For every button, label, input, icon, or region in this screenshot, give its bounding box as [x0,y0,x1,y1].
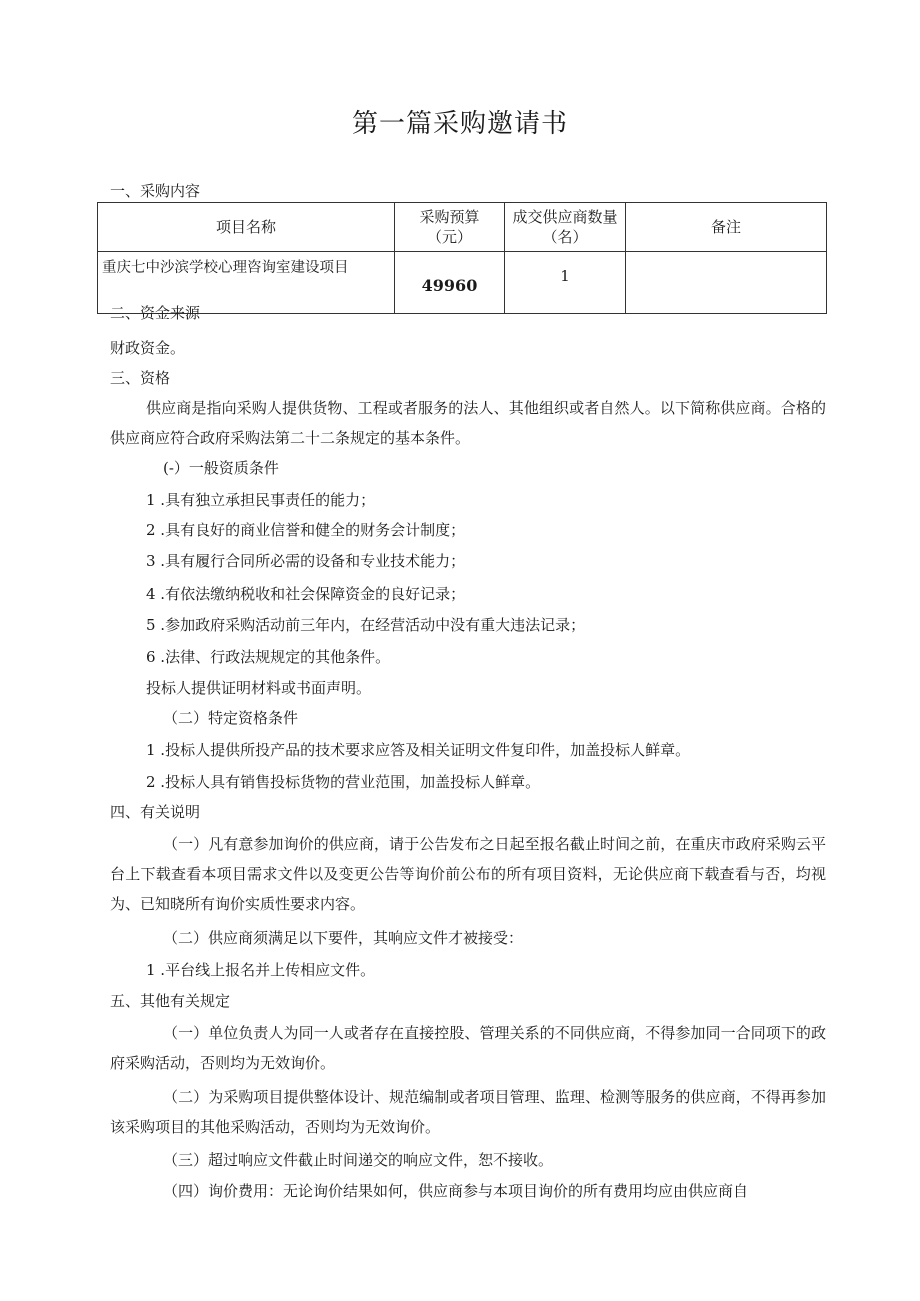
section-heading-funding-source: 二、资金来源 [110,304,201,322]
header-budget [395,203,505,252]
cell-remark [626,252,827,314]
header-budget-line2: （元） [426,228,472,246]
rule-paragraph-3: （三）超过响应文件截止时间递交的响应文件，恕不接收。 [163,1151,554,1169]
proof-statement: 投标人提供证明材料或书面声明。 [146,679,372,697]
list-item: 2 .具有良好的商业信誉和健全的财务会计制度； [146,521,466,539]
section-heading-notes: 四、有关说明 [110,803,201,821]
specific-qualification-title: （二）特定资格条件 [163,709,299,727]
general-qualification-title: (-）一般资质条件 [163,459,279,477]
section-heading-qualification: 三、资格 [110,369,171,387]
header-budget-line1: 采购预算 [419,208,480,226]
header-project-name: 项目名称 [98,203,395,252]
rule-paragraph-2: （二）为采购项目提供整体设计、规范编制或者项目管理、监理、检测等服务的供应商，不得再参加该采购项目的其他采购活动，否则均为无效询价。 [110,1088,826,1136]
list-item: 3 .具有履行合同所必需的设备和专业技术能力； [146,552,466,570]
document-title: 第一篇采购邀请书 [351,109,568,139]
note-paragraph-1: （一）凡有意参加询价的供应商，请于公告发布之日起至报名截止时间之前，在重庆市政府采购云平台上下载查看本项目需求文件以及变更公告等询价前公布的所有项目资料，无论供应商下载查看与否，均视为、已知晓所有询价实质性要求内容。 [110,835,826,913]
header-supplier-count [505,203,626,252]
note-paragraph-2: （二）供应商须满足以下要件，其响应文件才被接受： [163,929,524,947]
cell-supplier-count: 1 [505,252,626,314]
list-item: 4 .有依法缴纳税收和社会保障资金的良好记录； [146,585,466,603]
list-item: 1 .平台线上报名并上传相应文件。 [146,961,376,979]
rule-paragraph-4: （四）询价费用：无论询价结果如何，供应商参与本项目询价的所有费用均应由供应商自 [163,1182,749,1200]
cell-budget: 49960 [395,252,505,314]
section-heading-other-rules: 五、其他有关规定 [110,992,231,1010]
table-row [98,252,827,314]
procurement-table [97,202,827,314]
list-item: 1 .投标人提供所投产品的技术要求应答及相关证明文件复印件，加盖投标人鲜章。 [146,741,691,759]
header-count-line1: 成交供应商数量 [512,208,618,226]
section-heading-procurement-content: 一、采购内容 [110,182,201,200]
qualification-intro: 供应商是指向采购人提供货物、工程或者服务的法人、其他组织或者自然人。以下简称供应商。合格的供应商应符合政府采购法第二十二条规定的基本条件。 [110,399,826,447]
cell-project-name: 重庆七中沙滨学校心理咨询室建设项目 [98,252,395,314]
table-header-row [98,203,827,252]
funding-text: 财政资金。 [110,339,186,357]
list-item: 1 .具有独立承担民事责任的能力； [146,491,376,509]
rule-paragraph-1: （一）单位负责人为同一人或者存在直接控股、管理关系的不同供应商，不得参加同一合同项下的政府采购活动，否则均为无效询价。 [110,1024,826,1072]
list-item: 5 .参加政府采购活动前三年内，在经营活动中没有重大违法记录； [146,616,586,634]
list-item: 2 .投标人具有销售投标货物的营业范围，加盖投标人鲜章。 [146,773,541,791]
header-remark: 备注 [626,203,827,252]
header-count-line2: （名） [542,228,588,246]
list-item: 6 .法律、行政法规规定的其他条件。 [146,648,391,666]
